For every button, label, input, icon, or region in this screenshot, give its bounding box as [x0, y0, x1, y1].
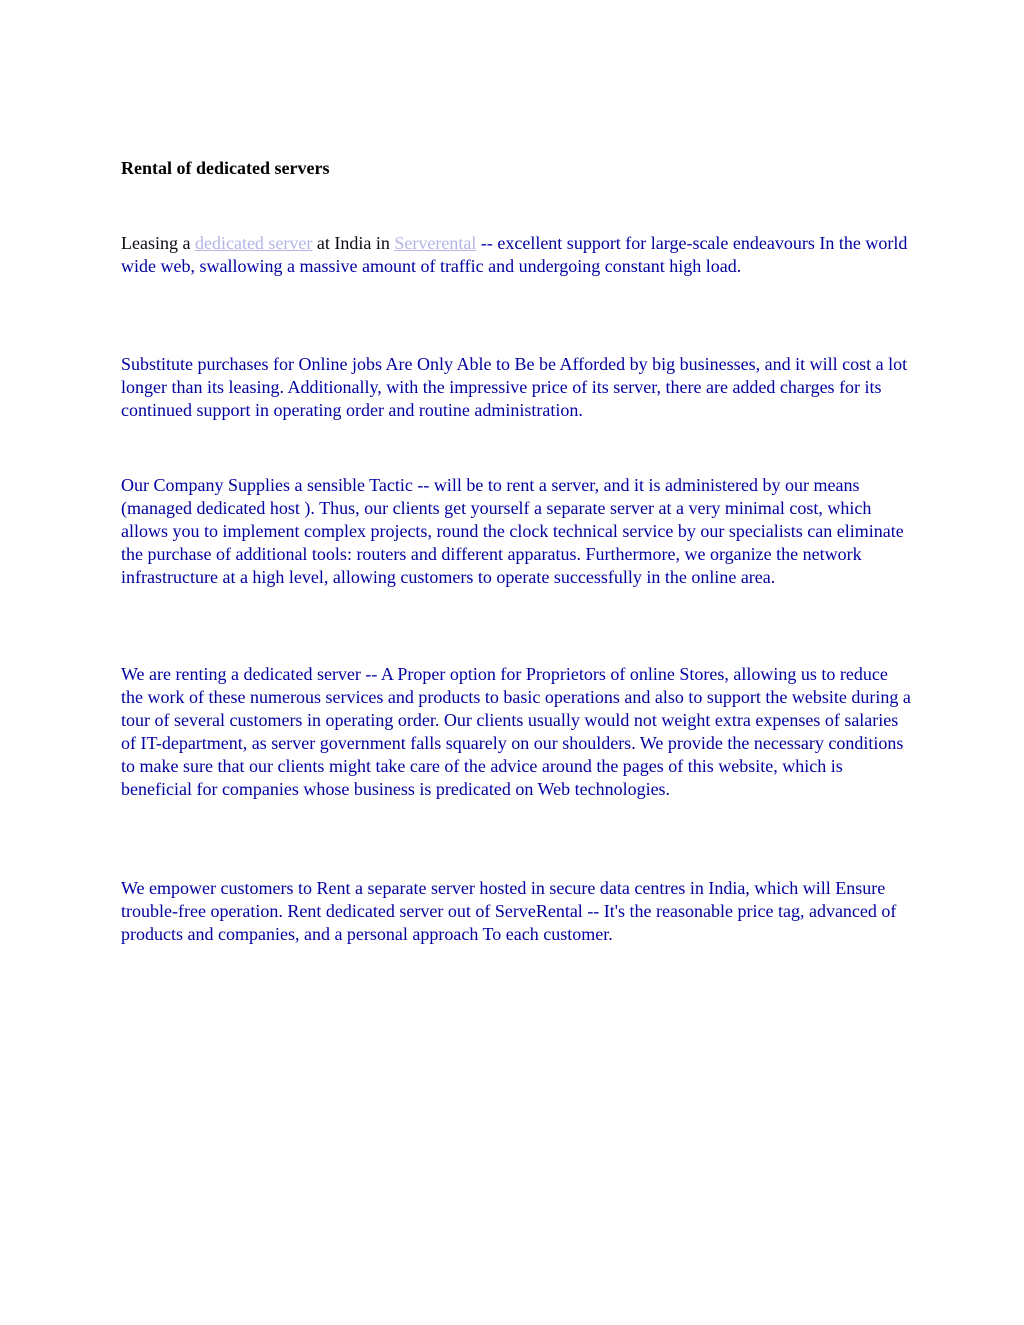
document-title: Rental of dedicated servers: [121, 158, 330, 178]
intro-paragraph: [121, 232, 911, 278]
intro-mid-text: at India in: [316, 233, 390, 253]
serverental-link[interactable]: Serverental: [394, 233, 477, 253]
dedicated-server-link[interactable]: dedicated server: [194, 233, 313, 253]
paragraph-managed-host: Our Company Supplies a sensible Tactic -- will be to rent a server, and it is administered by our means (managed dedicated host ). Thus, our clients get yourself a separate server at a very minimal cost, which allows you to implement complex projects, round the clock technical service by our specialists can eliminate the purchase of additional tools: routers and different apparatus. Furthermore, we organize the network infrastructure at a high level, allowing customers to operate successfully in the online area.: [121, 475, 904, 587]
paragraph-online-stores: We are renting a dedicated server -- A Proper option for Proprietors of online Stores, allowing us to reduce the work of these numerous services and products to basic operations and also to support the website during a tour of several customers in operating order. Our clients usually would not weight extra expenses of salaries of IT-department, as server government falls squarely on our shoulders. We provide the necessary conditions to make sure that our clients might take care of the advice around the pages of this website, which is beneficial for companies whose business is predicated on Web technologies.: [121, 664, 911, 799]
intro-tail-text: -- excellent support for large-scale endeavours In the world wide web, swallowing a massive amount of traffic and undergoing constant high load.: [121, 233, 908, 276]
paragraph-purchases: Substitute purchases for Online jobs Are Only Able to Be be Afforded by big businesses, and it will cost a lot longer than its leasing. Additionally, with the impressive price of its server, there are added charges for its continued support in operating order and routine administration.: [121, 354, 908, 420]
paragraph-data-centres: We empower customers to Rent a separate server hosted in secure data centres in India, which will Ensure trouble-free operation. Rent dedicated server out of ServeRental -- It's the reasonable price tag, advanced of products and companies, and a personal approach To each customer.: [121, 878, 897, 944]
intro-lead-text: Leasing a: [121, 233, 191, 253]
